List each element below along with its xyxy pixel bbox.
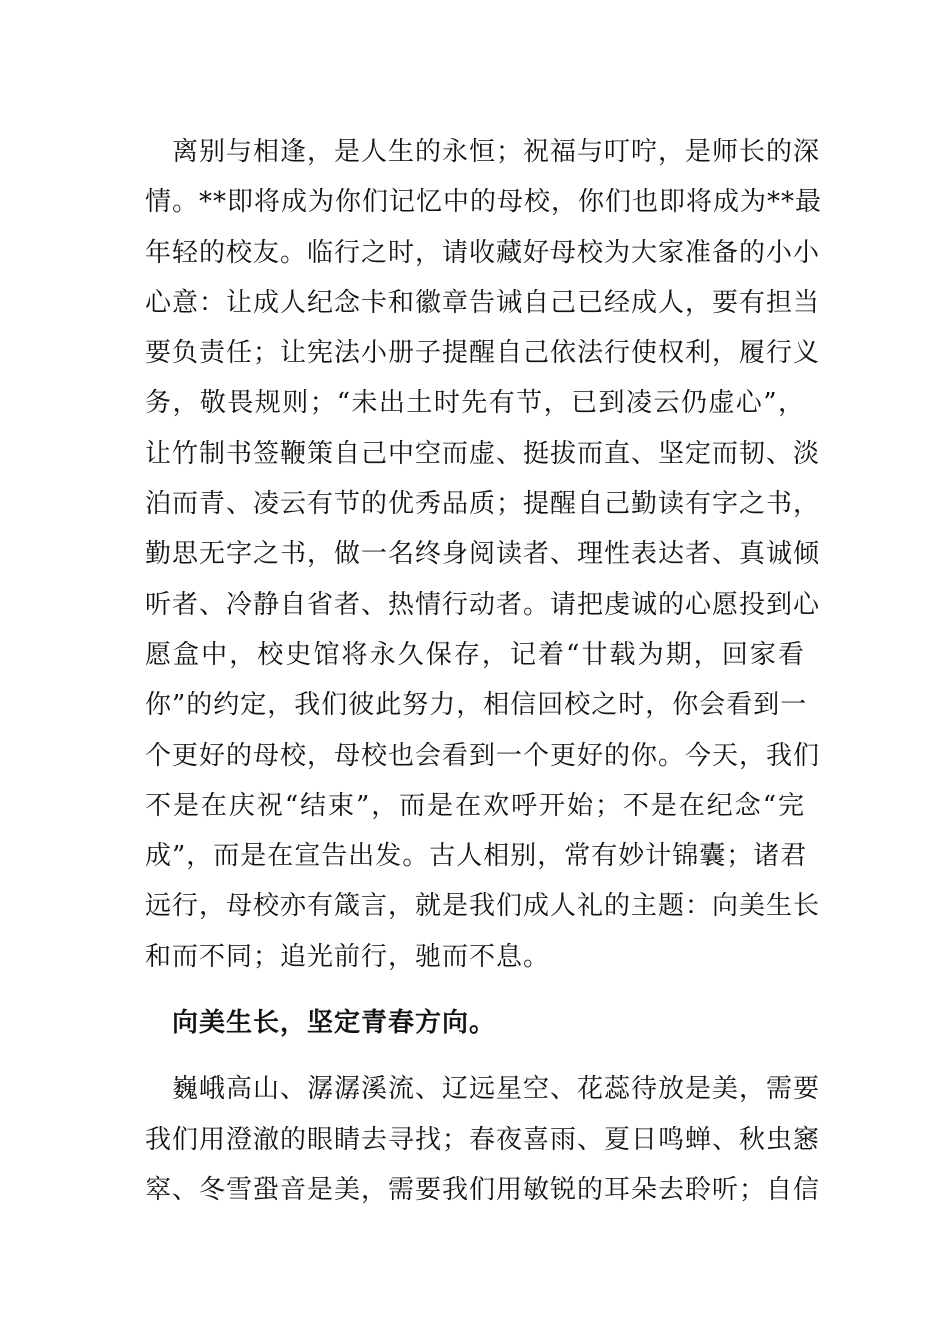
text-line: 成”，而是在宣告出发。古人相别，常有妙计锦囊；诸君 [145, 841, 808, 872]
text-line: 我们用澄澈的眼睛去寻找；春夜喜雨、夏日鸣蝉、秋虫窸 [145, 1124, 821, 1155]
section-heading: 向美生长，坚定青春方向。 [145, 1008, 497, 1039]
body-paragraph-2 [145, 1064, 821, 1215]
text-line: 你”的约定，我们彼此努力，相信回校之时，你会看到一 [145, 690, 808, 721]
text-line: 个更好的母校，母校也会看到一个更好的你。今天，我们 [145, 740, 821, 771]
paragraph-spacing [145, 1048, 805, 1064]
text-line: 听者、冷静自省者、热情行动者。请把虔诚的心愿投到心 [145, 589, 821, 620]
body-paragraph-1 [145, 127, 823, 982]
text-line: 情。**即将成为你们记忆中的母校，你们也即将成为**最 [145, 187, 823, 218]
text-line: 年轻的校友。临行之时，请收藏好母校为大家准备的小小 [145, 237, 821, 268]
text-line: 离别与相逢，是人生的永恒；祝福与叮咛，是师长的深 [145, 137, 821, 167]
text-line: 要负责任；让宪法小册子提醒自己依法行使权利，履行义 [145, 338, 821, 369]
text-line: 愿盒中，校史馆将永久保存，记着“廿载为期，回家看 [145, 639, 805, 670]
text-line: 远行，母校亦有箴言，就是我们成人礼的主题：向美生长 [145, 891, 821, 922]
text-line: 泊而青、凌云有节的优秀品质；提醒自己勤读有字之书， [145, 489, 821, 520]
text-line: 让竹制书签鞭策自己中空而虚、挺拔而直、坚定而韧、淡 [145, 438, 821, 469]
text-line: 窣、冬雪蛩音是美，需要我们用敏锐的耳朵去聆听；自信 [145, 1174, 821, 1205]
text-line: 务，敬畏规则；“未出土时先有节，已到凌云仍虚心”， [145, 388, 805, 419]
text-line: 勤思无字之书，做一名终身阅读者、理性表达者、真诚倾 [145, 539, 821, 570]
text-line: 心意：让成人纪念卡和徽章告诫自己已经成人，要有担当 [145, 287, 821, 318]
text-line: 和而不同；追光前行，驰而不息。 [145, 941, 551, 972]
text-line: 不是在庆祝“结束”，而是在欢呼开始；不是在纪念“完 [145, 790, 805, 821]
text-line: 巍峨高山、潺潺溪流、辽远星空、花蕊待放是美，需要 [145, 1074, 821, 1105]
document-page [145, 127, 823, 1215]
paragraph-spacing [145, 982, 805, 998]
